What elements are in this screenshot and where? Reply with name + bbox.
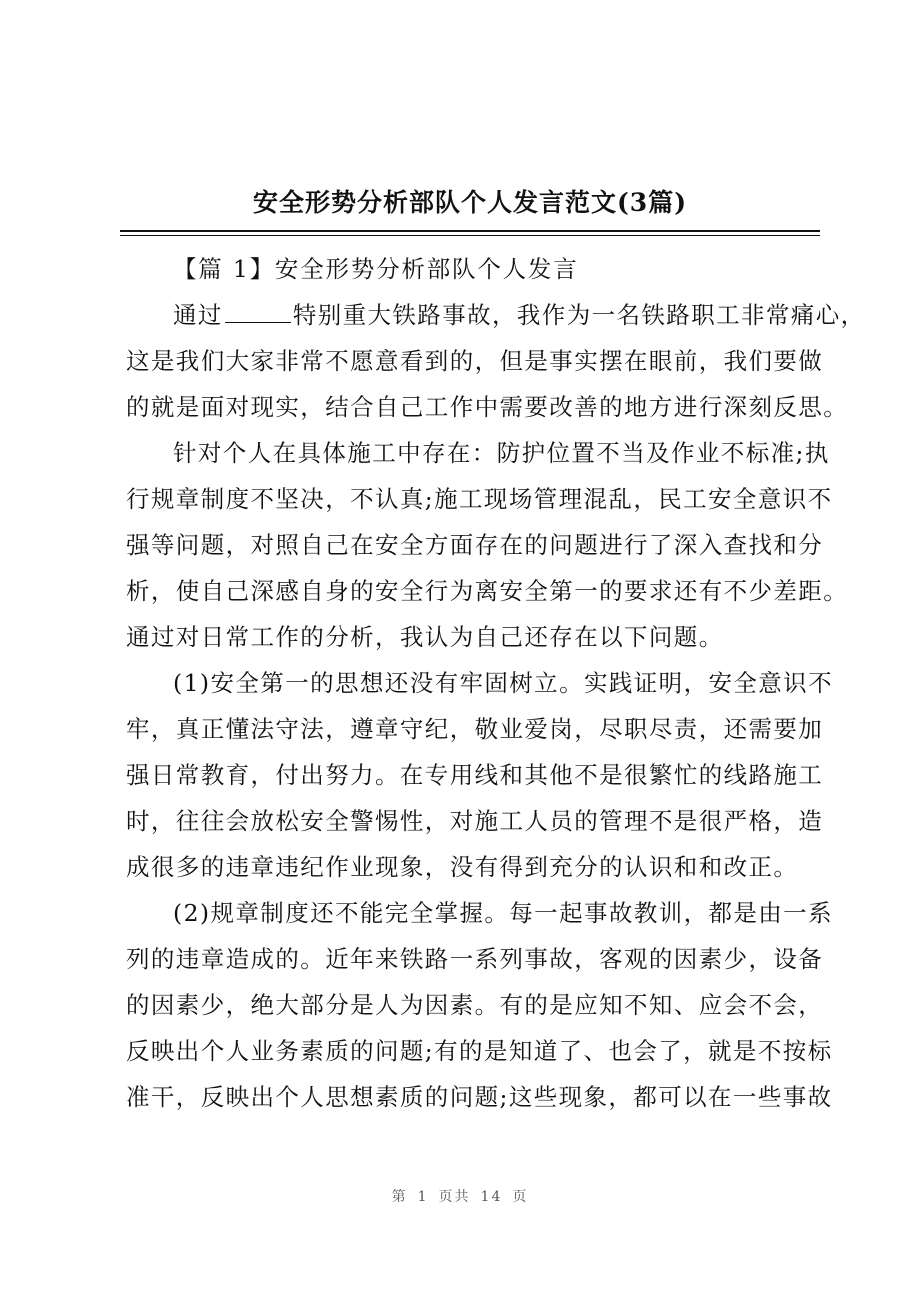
- title-divider-thin: [120, 235, 820, 236]
- paragraph-1: [126, 292, 866, 430]
- paragraph-line: (1)安全第一的思想还没有牢固树立。实践证明，安全意识不: [173, 669, 833, 697]
- paragraph-line: 准干，反映出个人思想素质的问题;这些现象，都可以在一些事故: [126, 1083, 833, 1111]
- paragraph-4: [126, 890, 833, 1120]
- paragraph-line: 牢，真正懂法守法，遵章守纪，敬业爱岗，尽职尽责，还需要加: [126, 715, 824, 743]
- paragraph-line: 列的违章造成的。近年来铁路一系列事故，客观的因素少，设备: [126, 945, 824, 973]
- paragraph-line: 通过对日常工作的分析，我认为自己还存在以下问题。: [126, 623, 724, 651]
- paragraph-line: 析，使自己深感自身的安全行为离安全第一的要求还有不少差距。: [126, 577, 849, 605]
- paragraph-line: 行规章制度不坚决，不认真;施工现场管理混乱，民工安全意识不: [126, 485, 833, 513]
- footer-prefix: 第: [391, 1189, 408, 1205]
- footer-current-page: 1: [417, 1189, 429, 1205]
- footer-total-pages: 14: [480, 1189, 503, 1205]
- paragraph-line: [126, 292, 866, 338]
- line-text-before-blank: 通过: [173, 301, 223, 329]
- paragraph-line: 的就是面对现实，结合自己工作中需要改善的地方进行深刻反思。: [126, 393, 849, 421]
- paragraph-line: 强日常教育，付出努力。在专用线和其他不是很繁忙的线路施工: [126, 761, 824, 789]
- line-text-after-blank: 特别重大铁路事故，我作为一名铁路职工非常痛心，: [292, 301, 866, 329]
- paragraph-line: 强等问题，对照自己在安全方面存在的问题进行了深入查找和分: [126, 531, 824, 559]
- section-heading-text: 【篇 1】安全形势分析部队个人发言: [173, 255, 579, 283]
- paragraph-line: 针对个人在具体施工中存在：防护位置不当及作业不标准;执: [173, 439, 830, 467]
- paragraph-line: 的因素少，绝大部分是人为因素。有的是应知不知、应会不会，: [126, 991, 824, 1019]
- fill-in-blank: [225, 304, 291, 323]
- document-body: [126, 246, 866, 1120]
- paragraph-line: 时，往往会放松安全警惕性，对施工人员的管理不是很严格，造: [126, 807, 824, 835]
- paragraph-line: (2)规章制度还不能完全掌握。每一起事故教训，都是由一系: [173, 899, 833, 927]
- footer-middle: 页共: [438, 1189, 471, 1205]
- section-heading: [126, 246, 826, 292]
- paragraph-line: 反映出个人业务素质的问题;有的是知道了、也会了，就是不按标: [126, 1037, 833, 1065]
- paragraph-line: 这是我们大家非常不愿意看到的，但是事实摆在眼前，我们要做: [126, 347, 824, 375]
- paragraph-3: [126, 660, 833, 890]
- page-footer: [0, 1186, 920, 1206]
- footer-suffix: 页: [512, 1189, 529, 1205]
- paragraph-2: [126, 430, 849, 660]
- document-title: 安全形势分析部队个人发言范文(3篇): [252, 188, 688, 217]
- paragraph-line: 成很多的违章违纪作业现象，没有得到充分的认识和和改正。: [126, 853, 799, 881]
- title-divider-thick: [120, 230, 820, 232]
